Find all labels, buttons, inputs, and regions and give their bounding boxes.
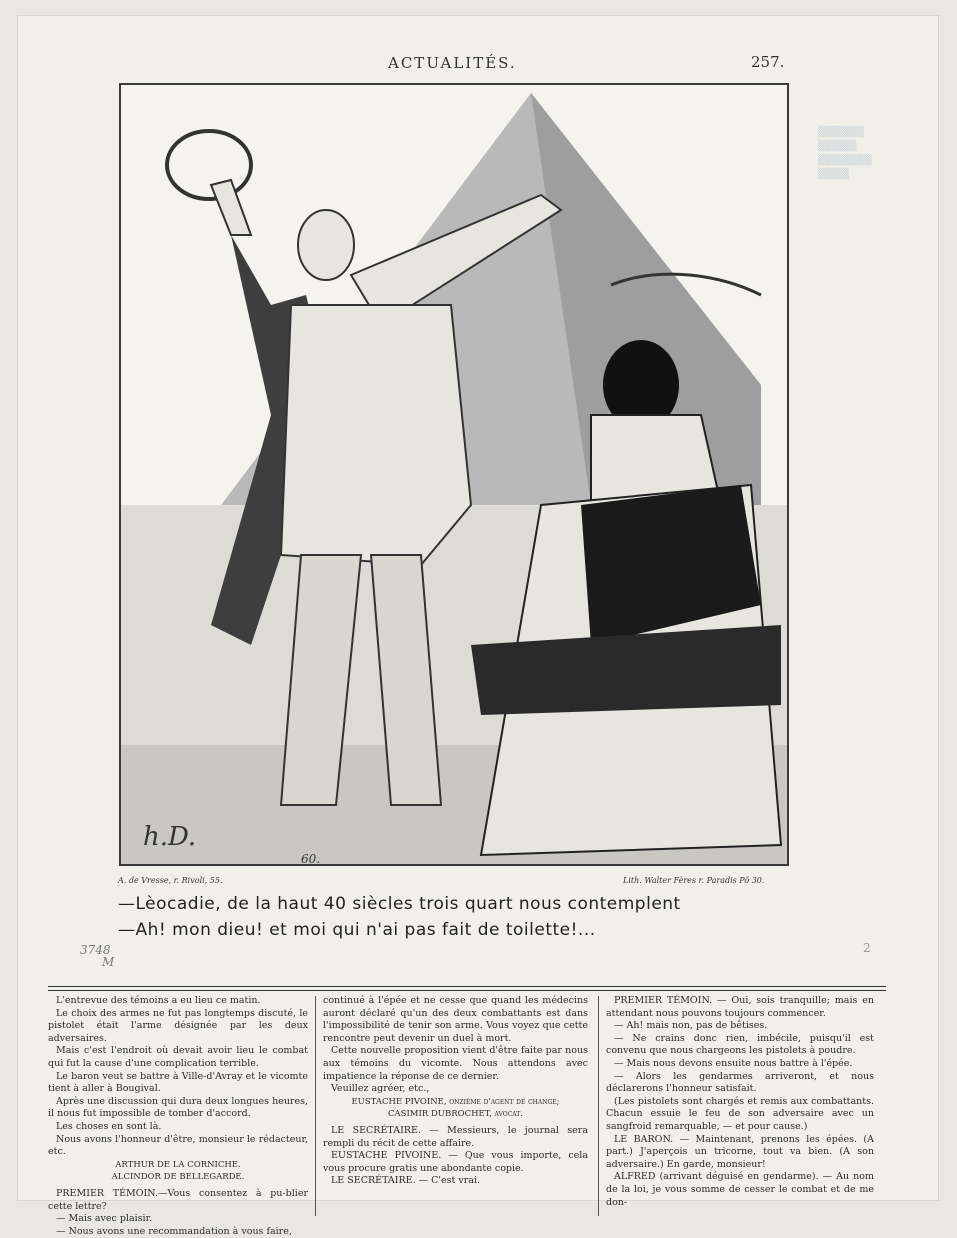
paragraph: — Ne crains donc rien, imbécile, puisqu'il est convenu que nous chargeons les pistolets à poudre. [606,1032,874,1057]
page-number: 257. [751,53,785,71]
pencil-annotation [80,944,114,968]
paragraph: Veuillez agréer, etc., [331,1083,430,1095]
page-header-title: ACTUALITÉS. [388,54,517,72]
column-divider [598,996,599,1216]
pencil-suffix: M [102,955,115,969]
corner-mark: 2 [863,941,871,955]
lithograph-illustration [121,85,787,864]
plate-number: 60. [301,852,321,864]
paragraph: Nous avons l'honneur d'être, monsieur le rédacteur, etc. [48,1133,308,1158]
paragraph: ALFRED (arrivant déguisé en gendarme). — Au nom de la loi, je vous somme de cesser le combat et de me don- [606,1171,874,1208]
paragraph: — Alors les gendarmes arriveront, et nous déclarerons l'honneur satisfait. [606,1070,874,1095]
paragraph: Les choses en sont là. [56,1120,162,1132]
lithograph-frame [119,83,789,866]
paragraph: LE BARON. — Maintenant, prenons les épées. (A part.) J'aperçois un tricorne, tout va bien. (A son adversaire.) En garde, monsieur! [606,1133,874,1170]
paragraph: L'entrevue des témoins a eu lieu ce matin. [56,995,261,1006]
paragraph: — Ah! mais non, pas de bêtises. [614,1020,768,1032]
signature-line: ARTHUR DE LA CORNICHE. [115,1159,241,1170]
printer-credit: Lith. Walter Fères r. Paradis Põ 30. [623,876,765,885]
column-rule-top [48,986,886,987]
caption-line-2: —Ah! mon dieu! et moi qui n'ai pas fait de toilette!... [118,920,596,940]
paragraph: Mais c'est l'endroit où devait avoir lieu le combat qui fut la cause d'une complication terrible. [48,1045,308,1069]
bleed-through-text: ▒▒▒▒▒▒ ▒▒▒▒▒ ▒▒▒▒▒▒▒ ▒▒▒▒ [818,127,872,180]
text-column-1 [48,995,308,1238]
paragraph: Le baron veut se battre à Ville-d'Avray et le vicomte tient à aller à Bougival. [48,1070,308,1095]
paragraph: (Les pistolets sont chargés et remis aux combattants. Chacun essuie le feu de son adversaire avec un sangfroid remarquable, — et pour cause.) [606,1095,874,1132]
paragraph: LE SECRÉTAIRE. — Messieurs, le journal sera rempli du récit de cette affaire. [323,1124,588,1149]
pencil-number: 3748 [80,943,111,957]
signature-line: ALCINDOR DE BELLEGARDE. [111,1172,245,1183]
newspaper-page [18,16,938,1237]
paragraph: Le choix des armes ne fut pas longtemps discuté, le pistolet était l'arme désignée par les deux adversaires. [48,1007,308,1044]
text-column-2 [323,995,588,1188]
paragraph: Cette nouvelle proposition vient d'être faite par nous aux témoins du vicomte. Nous attendons avec impatience la réponse de ce dernier. [323,1045,588,1082]
column-divider [315,996,316,1216]
paragraph: — Nous avons une recommandation à vous faire, [56,1225,292,1237]
column-rule-bottom [48,990,886,991]
signature-line: EUSTACHE PIVOINE, onzième d'agent de change; [351,1096,560,1107]
signature-line: CASIMIR DUBROCHET, avocat. [387,1109,523,1120]
text-column-3 [606,995,874,1209]
paragraph: continué à l'épée et ne cesse que quand les médecins auront déclaré qu'un des deux combattants est dans l'impossibilité de tenir son arme. Vous voyez que cette rencontre peut devenir un duel à mort. [323,995,588,1044]
paragraph: EUSTACHE PIVOINE. — Que vous importe, cela vous procure gratis une abondante copie. [323,1150,588,1174]
caption-line-1: —Lèocadie, de la haut 40 siècles trois quart nous contemplent [118,894,681,914]
artist-signature: h.D. [143,822,197,852]
paragraph: PREMIER TÉMOIN.—Vous consentez à pu-blier cette lettre? [48,1187,308,1212]
paragraph: PREMIER TÉMOIN. — Oui, sois tranquille; mais en attendant nous pouvons toujours commencer. [606,995,874,1019]
paragraph: — Mais nous devons ensuite nous battre à l'épée. [614,1057,853,1069]
publisher-credit: A. de Vresse, r. Rivoli, 55. [118,876,223,885]
paragraph: Après une discussion qui dura deux longues heures, il nous fut impossible de tomber d'accord. [48,1095,308,1120]
paragraph: LE SECRÉTAIRE. — C'est vrai. [331,1175,480,1187]
paragraph: — Mais avec plaisir. [56,1213,153,1225]
